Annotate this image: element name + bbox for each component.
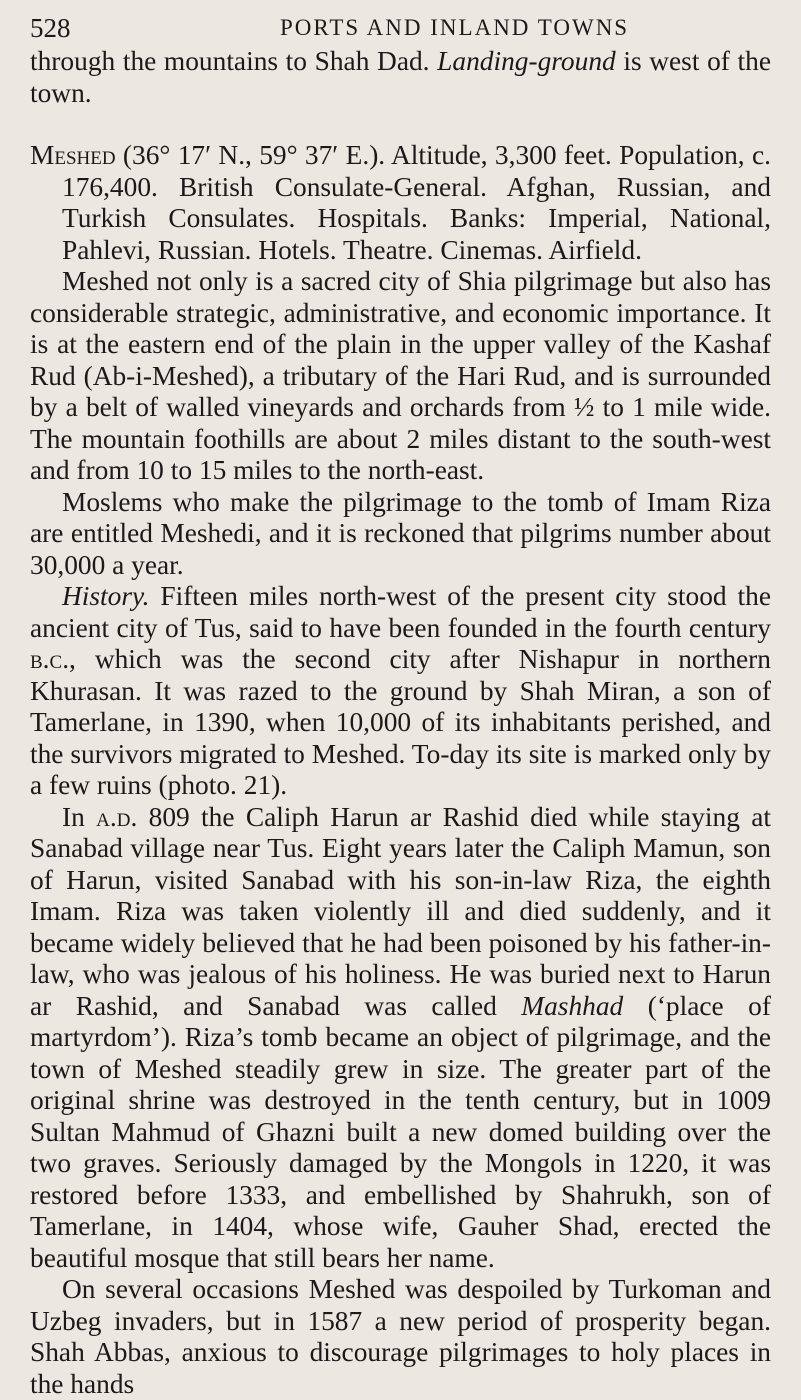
entry-heading: Meshed (30, 140, 116, 170)
gazetteer-entry (30, 140, 771, 266)
text-run: 809 the Caliph Harun ar Rashid died while staying at Sanabad village near Tus. Eight years later the Caliph Mamun, son of Harun, visited Sanabad with his son-in-law Riza, the eighth Imam. Riza was taken violently ill and died suddenly, and it became widely believed that he had been poisoned by his father-in-law, who was jealous of his holiness. He was buried next to Harun ar Rashid, and Sanabad was called (30, 801, 771, 1021)
text-run: Fifteen miles north-west of the present city stood the ancient city of Tus, said to have been founded in the fourth century (30, 581, 771, 643)
era-abbreviation: a.d. (96, 801, 138, 832)
running-head (30, 10, 771, 46)
text-run: , which was the second city after Nishapur in northern Khurasan. It was razed to the ground by Shah Miran, a son of Tamerlane, in 1390, when 10,000 of its inhabitants perished, and the survivors migrated to Meshed. To-day its site is marked only by a few ruins (photo. 21). (30, 644, 771, 800)
text-run: (‘place of martyrdom’). Riza’s tomb became an object of pilgrimage, and the town of Meshed steadily grew in size. The greater part of the original shrine was destroyed in the tenth century, but in 1009 Sultan Mahmud of Ghazni built a new domed building over the two graves. Seriously damaged by the Mongols in 1220, it was restored before 1333, and embellished by Shahrukh, son of Tamerlane, in 1404, whose wife, Gauher Shad, erected the beautiful mosque that still bears her name. (30, 990, 771, 1273)
text-run: through the mountains to Shah Dad. (30, 46, 438, 76)
body-text (30, 46, 771, 1400)
paragraph: On several occasions Meshed was despoiled by Turkoman and Uzbeg invaders, but in 1587 a new period of prosperity began. Shah Abbas, anxious to discourage pilgrimages to holy places in the hands (30, 1274, 771, 1399)
section-heading: History. (62, 581, 150, 611)
running-title: PORTS AND INLAND TOWNS (280, 15, 630, 40)
text-run: In (62, 801, 97, 832)
text-run: is west of the town. (30, 46, 771, 108)
history-paragraph (30, 581, 771, 802)
continued-paragraph (30, 46, 771, 109)
italic-term: Mashhad (521, 990, 624, 1021)
entry-text: (36° 17′ N., 59° 37′ E.). Altitude, 3,300 feet. Population, c. 176,400. British Consulate-General. Afghan, Russian, and Turkish Consulates. Hospitals. Banks: Imperial, National, Pahlevi, Russian. Hotels. Theatre. Cinemas. Airfield. (62, 140, 771, 265)
paragraph: Moslems who make the pilgrimage to the tomb of Imam Riza are entitled Meshedi, and it is reckoned that pilgrims number about 30,000 a year. (30, 486, 771, 580)
paragraph: Meshed not only is a sacred city of Shia pilgrimage but also has considerable strategic, administrative, and economic importance. It is at the eastern end of the plain in the upper valley of the Kashaf Rud (Ab-i-Meshed), a tributary of the Hari Rud, and is surrounded by a belt of walled vineyards and orchards from ½ to 1 mile wide. The mountain foothills are about 2 miles distant to the south-west and from 10 to 15 miles to the north-east. (30, 266, 771, 485)
paragraph (30, 802, 771, 1275)
italic-term: Landing-ground (437, 46, 616, 76)
era-abbreviation: b.c. (30, 644, 70, 674)
page-number: 528 (30, 13, 71, 43)
